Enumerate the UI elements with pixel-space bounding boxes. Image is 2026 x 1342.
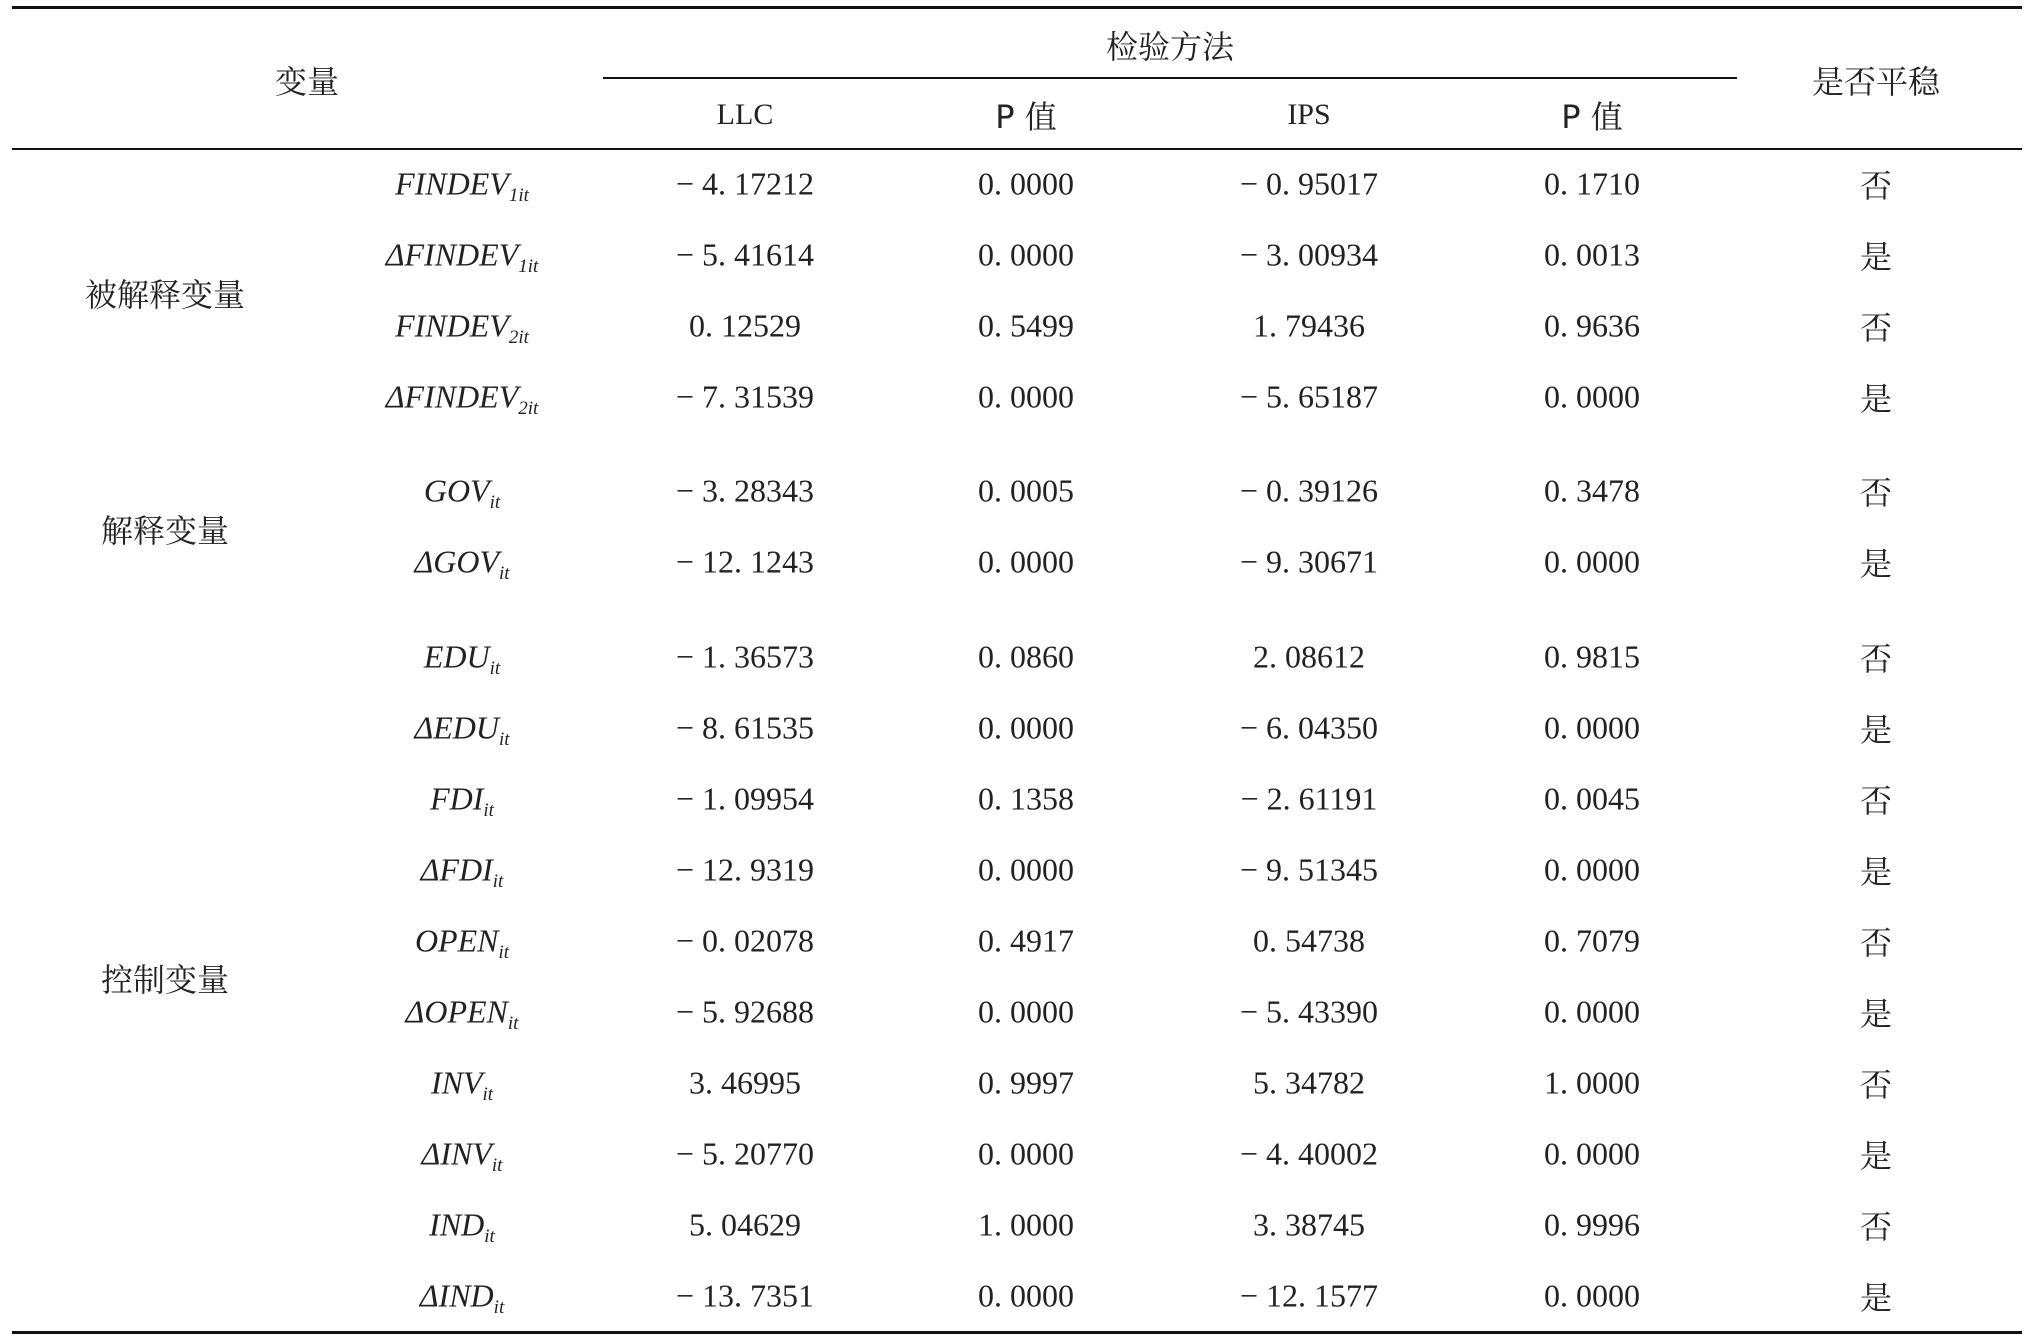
- header-ips-p-value: P 值: [1561, 98, 1623, 136]
- delta-symbol: Δ: [419, 1277, 439, 1314]
- cell-llc: − 5. 41614: [675, 236, 815, 273]
- header-llc: LLC: [716, 98, 774, 131]
- cell-stationary: 是: [1859, 238, 1893, 276]
- cell-ips-p: 0. 3478: [1544, 472, 1640, 509]
- cell-llc: − 5. 92688: [675, 993, 815, 1030]
- header-test-method: 检验方法: [1105, 28, 1235, 66]
- cell-llc: − 1. 09954: [675, 780, 815, 817]
- variable-name: [414, 922, 510, 964]
- variable-subscript: it: [489, 658, 501, 680]
- variable-subscript: 2it: [508, 327, 529, 349]
- cell-llc-p: 0. 0000: [978, 543, 1074, 580]
- delta-symbol: Δ: [414, 543, 434, 580]
- variable-symbol: OPEN: [414, 922, 499, 959]
- variable-name: [385, 378, 539, 420]
- cell-llc-p: 0. 5499: [978, 307, 1074, 344]
- variable-name: [395, 307, 529, 349]
- variable-symbol: FDI: [439, 851, 493, 888]
- cell-ips-p: 0. 0000: [1544, 1277, 1640, 1314]
- variable-symbol: GOV: [423, 472, 490, 509]
- cell-ips: 3. 38745: [1253, 1206, 1365, 1243]
- cell-llc-p: 0. 1358: [978, 780, 1074, 817]
- cell-stationary: 是: [1859, 995, 1893, 1033]
- variable-subscript: it: [489, 492, 501, 514]
- cell-llc-p: 0. 0000: [978, 993, 1074, 1030]
- cell-stationary: 否: [1859, 640, 1893, 678]
- method-group-rule: [603, 77, 1737, 79]
- cell-ips: − 3. 00934: [1239, 236, 1379, 273]
- cell-ips: − 5. 43390: [1239, 993, 1379, 1030]
- variable-subscript: 2it: [518, 398, 539, 420]
- cell-ips: − 0. 39126: [1239, 472, 1379, 509]
- cell-ips-p: 0. 0013: [1544, 236, 1640, 273]
- cell-llc-p: 0. 0000: [978, 236, 1074, 273]
- cell-ips-p: 0. 7079: [1544, 922, 1640, 959]
- variable-name: [414, 709, 510, 751]
- variable-symbol: EDU: [423, 638, 490, 675]
- cell-ips: − 4. 40002: [1239, 1135, 1379, 1172]
- variable-name: [429, 1206, 495, 1248]
- variable-name: [423, 472, 501, 514]
- cell-stationary: 是: [1859, 1279, 1893, 1317]
- variable-subscript: it: [507, 1013, 519, 1035]
- variable-symbol: FINDEV: [404, 236, 519, 273]
- cell-llc-p: 0. 9997: [978, 1064, 1074, 1101]
- variable-subscript: it: [484, 1226, 495, 1248]
- header-ips: IPS: [1287, 98, 1331, 131]
- variable-symbol: OPEN: [424, 993, 508, 1030]
- cell-stationary: 否: [1859, 782, 1893, 820]
- variable-name: [423, 638, 501, 680]
- delta-symbol: Δ: [414, 709, 434, 746]
- delta-symbol: Δ: [420, 851, 440, 888]
- cell-stationary: 否: [1859, 924, 1893, 962]
- cell-llc-p: 0. 0000: [978, 165, 1074, 202]
- variable-name: [430, 1064, 494, 1106]
- delta-symbol: Δ: [385, 378, 405, 415]
- cell-ips: − 5. 65187: [1239, 378, 1379, 415]
- cell-stationary: 是: [1859, 545, 1893, 583]
- cell-ips-p: 0. 0000: [1544, 378, 1640, 415]
- cell-ips-p: 0. 0000: [1544, 709, 1640, 746]
- cell-ips: − 0. 95017: [1239, 165, 1379, 202]
- cell-ips: 2. 08612: [1253, 638, 1365, 675]
- cell-stationary: 是: [1859, 380, 1893, 418]
- cell-ips: 1. 79436: [1253, 307, 1365, 344]
- variable-symbol: IND: [429, 1206, 485, 1243]
- delta-symbol: Δ: [385, 236, 405, 273]
- variable-name: [419, 1277, 505, 1319]
- cell-stationary: 否: [1859, 167, 1893, 205]
- cell-ips-p: 0. 0000: [1544, 543, 1640, 580]
- variable-symbol: FINDEV: [404, 378, 519, 415]
- delta-symbol: Δ: [421, 1135, 441, 1172]
- cell-ips-p: 0. 9815: [1544, 638, 1640, 675]
- cell-ips-p: 0. 0045: [1544, 780, 1640, 817]
- cell-stationary: 是: [1859, 1137, 1893, 1175]
- variable-name: [430, 780, 494, 822]
- variable-name: [420, 851, 504, 893]
- variable-symbol: INV: [440, 1135, 492, 1172]
- cell-llc: − 0. 02078: [675, 922, 815, 959]
- variable-symbol: EDU: [433, 709, 499, 746]
- cell-llc-p: 0. 0000: [978, 378, 1074, 415]
- cell-llc: − 1. 36573: [675, 638, 815, 675]
- cell-ips-p: 0. 0000: [1544, 851, 1640, 888]
- variable-symbol: FDI: [430, 780, 484, 817]
- variable-name: [421, 1135, 503, 1177]
- variable-subscript: it: [498, 563, 510, 585]
- cell-ips: − 2. 61191: [1240, 780, 1378, 817]
- cell-llc: 3. 46995: [689, 1064, 801, 1101]
- cell-stationary: 否: [1859, 309, 1893, 347]
- variable-name: [414, 543, 510, 585]
- variable-subscript: it: [492, 871, 504, 893]
- header-stationary: 是否平稳: [1811, 63, 1941, 101]
- variable-symbol: FINDEV: [395, 307, 509, 344]
- cell-stationary: 是: [1859, 711, 1893, 749]
- variable-subscript: it: [498, 942, 510, 964]
- group-label-explained: 被解释变量: [84, 276, 246, 314]
- cell-llc: 5. 04629: [689, 1206, 801, 1243]
- header-rule: [12, 148, 2022, 150]
- cell-llc: − 12. 1243: [675, 543, 815, 580]
- cell-llc: 0. 12529: [689, 307, 801, 344]
- variable-subscript: it: [493, 1297, 505, 1319]
- cell-ips-p: 0. 9636: [1544, 307, 1640, 344]
- cell-stationary: 否: [1859, 474, 1893, 512]
- cell-llc-p: 0. 4917: [978, 922, 1074, 959]
- cell-ips: − 9. 51345: [1239, 851, 1379, 888]
- variable-subscript: it: [483, 800, 494, 822]
- cell-stationary: 否: [1859, 1208, 1893, 1246]
- variable-subscript: 1it: [508, 185, 529, 207]
- cell-ips-p: 0. 1710: [1544, 165, 1640, 202]
- variable-symbol: IND: [438, 1277, 494, 1314]
- cell-llc-p: 1. 0000: [978, 1206, 1074, 1243]
- variable-subscript: it: [491, 1155, 503, 1177]
- cell-llc: − 12. 9319: [675, 851, 815, 888]
- cell-llc-p: 0. 0000: [978, 1135, 1074, 1172]
- variable-subscript: 1it: [518, 256, 539, 278]
- variable-symbol: INV: [430, 1064, 483, 1101]
- header-variable: 变量: [274, 63, 340, 101]
- cell-stationary: 否: [1859, 1066, 1893, 1104]
- cell-ips: 5. 34782: [1253, 1064, 1365, 1101]
- cell-ips: − 6. 04350: [1239, 709, 1379, 746]
- variable-subscript: it: [498, 729, 510, 751]
- cell-llc-p: 0. 0000: [978, 1277, 1074, 1314]
- top-rule: [12, 6, 2022, 9]
- cell-llc: − 4. 17212: [675, 165, 815, 202]
- cell-stationary: 是: [1859, 853, 1893, 891]
- cell-llc: − 3. 28343: [675, 472, 815, 509]
- variable-symbol: FINDEV: [395, 165, 509, 202]
- cell-llc-p: 0. 0000: [978, 709, 1074, 746]
- variable-name: [395, 165, 529, 207]
- cell-llc: − 5. 20770: [675, 1135, 815, 1172]
- cell-llc-p: 0. 0005: [978, 472, 1074, 509]
- cell-llc: − 8. 61535: [675, 709, 815, 746]
- cell-llc-p: 0. 0000: [978, 851, 1074, 888]
- cell-ips-p: 1. 0000: [1544, 1064, 1640, 1101]
- variable-name: [405, 993, 519, 1035]
- cell-ips-p: 0. 0000: [1544, 993, 1640, 1030]
- bottom-rule: [12, 1331, 2022, 1334]
- variable-symbol: GOV: [433, 543, 499, 580]
- cell-ips: − 9. 30671: [1239, 543, 1379, 580]
- delta-symbol: Δ: [405, 993, 425, 1030]
- group-label-explanatory: 解释变量: [100, 512, 230, 550]
- variable-subscript: it: [482, 1084, 494, 1106]
- group-label-control: 控制变量: [100, 961, 230, 999]
- cell-ips-p: 0. 0000: [1544, 1135, 1640, 1172]
- cell-ips: − 12. 1577: [1239, 1277, 1379, 1314]
- cell-llc-p: 0. 0860: [978, 638, 1074, 675]
- header-llc-p-value: P 值: [995, 98, 1057, 136]
- cell-ips-p: 0. 9996: [1544, 1206, 1640, 1243]
- variable-name: [385, 236, 539, 278]
- cell-llc: − 13. 7351: [675, 1277, 815, 1314]
- cell-ips: 0. 54738: [1253, 922, 1365, 959]
- cell-llc: − 7. 31539: [675, 378, 815, 415]
